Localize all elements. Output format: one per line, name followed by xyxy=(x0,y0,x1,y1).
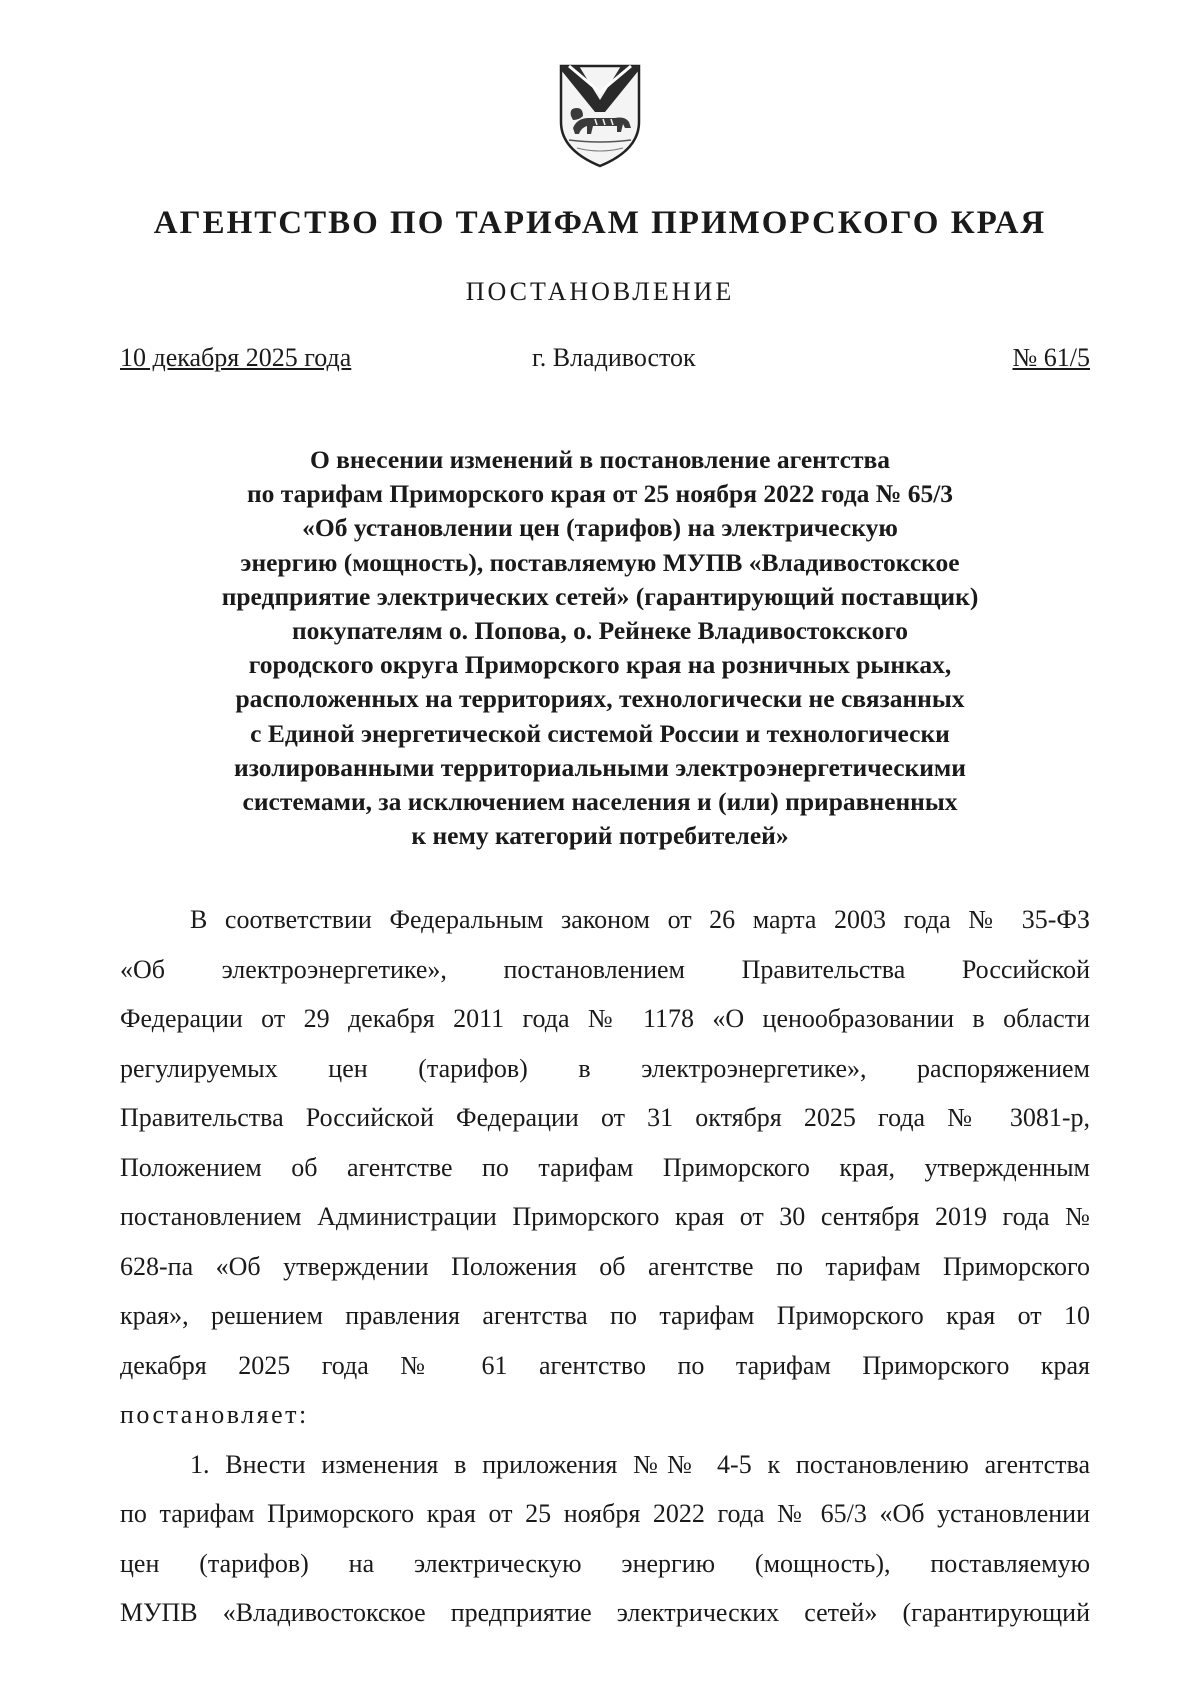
title-line: предприятие электрических сетей» (гарантирующий поставщик) xyxy=(221,581,979,611)
body-line: по тарифам Приморского края от 25 ноября 2022 года № 65/3 «Об установлении xyxy=(120,1499,1090,1528)
document-city: г. Владивосток xyxy=(532,343,696,372)
title-line: расположенных на территориях, технологически не связанных xyxy=(235,684,965,714)
title-line: энергию (мощность), поставляемую МУПВ «Владивостокское xyxy=(240,547,960,577)
document-type: ПОСТАНОВЛЕНИЕ xyxy=(465,277,735,306)
body-line: Положением об агентстве по тарифам Приморского края, утвержденным xyxy=(120,1152,1090,1182)
body-line: Федерации от 29 декабря 2011 года № 1178 «О ценообразовании в области xyxy=(120,1004,1090,1033)
body-line: края», решением правления агентства по тарифам Приморского края от 10 xyxy=(120,1301,1090,1330)
title-line: с Единой энергетической системой России и технологически xyxy=(250,718,950,748)
body-line: 1. Внести изменения в приложения №№ 4-5 к постановлению агентства xyxy=(190,1449,1090,1479)
body-line: декабря 2025 года № 61 агентство по тарифам Приморского края xyxy=(120,1350,1090,1380)
title-line: городского округа Приморского края на розничных рынках, xyxy=(248,650,952,680)
title-line: «Об установлении цен (тарифов) на электрическую xyxy=(302,513,898,543)
title-line: по тарифам Приморского края от 25 ноября 2022 года № 65/3 xyxy=(246,479,954,509)
document-meta xyxy=(120,343,1090,377)
document-body xyxy=(120,895,1090,1638)
body-line: «Об электроэнергетике», постановлением Правительства Российской xyxy=(120,954,1090,984)
body-line: Правительства Российской Федерации от 31 октября 2025 года № 3081-р, xyxy=(120,1103,1090,1132)
title-line: системами, за исключением населения и (или) приравненных xyxy=(242,787,958,817)
document-date: 10 декабря 2025 года xyxy=(120,343,352,372)
agency-name: АГЕНТСТВО ПО ТАРИФАМ ПРИМОРСКОГО КРАЯ xyxy=(153,205,1047,241)
body-line: цен (тарифов) на электрическую энергию (мощность), поставляемую xyxy=(120,1548,1090,1578)
body-line: 628-па «Об утверждении Положения об агентстве по тарифам Приморского xyxy=(120,1251,1090,1281)
title-line: к нему категорий потребителей» xyxy=(411,821,789,851)
title-line: О внесении изменений в постановление агентства xyxy=(309,445,891,474)
document-title xyxy=(150,443,1050,853)
body-line: постановляет: xyxy=(120,1400,309,1429)
document-number: № 61/5 xyxy=(1012,343,1090,372)
coat-of-arms-icon xyxy=(555,62,645,170)
body-line: регулируемых цен (тарифов) в электроэнергетике», распоряжением xyxy=(120,1053,1090,1083)
body-line: постановлением Администрации Приморского края от 30 сентября 2019 года № xyxy=(120,1202,1090,1231)
title-line: изолированными территориальными электроэнергетическими xyxy=(234,752,966,782)
body-line: МУПВ «Владивостокское предприятие электрических сетей» (гарантирующий xyxy=(120,1598,1090,1627)
body-line: В соответствии Федеральным законом от 26 марта 2003 года № 35-ФЗ xyxy=(190,905,1090,934)
title-line: покупателям о. Попова, о. Рейнеке Владивостокского xyxy=(291,616,909,646)
